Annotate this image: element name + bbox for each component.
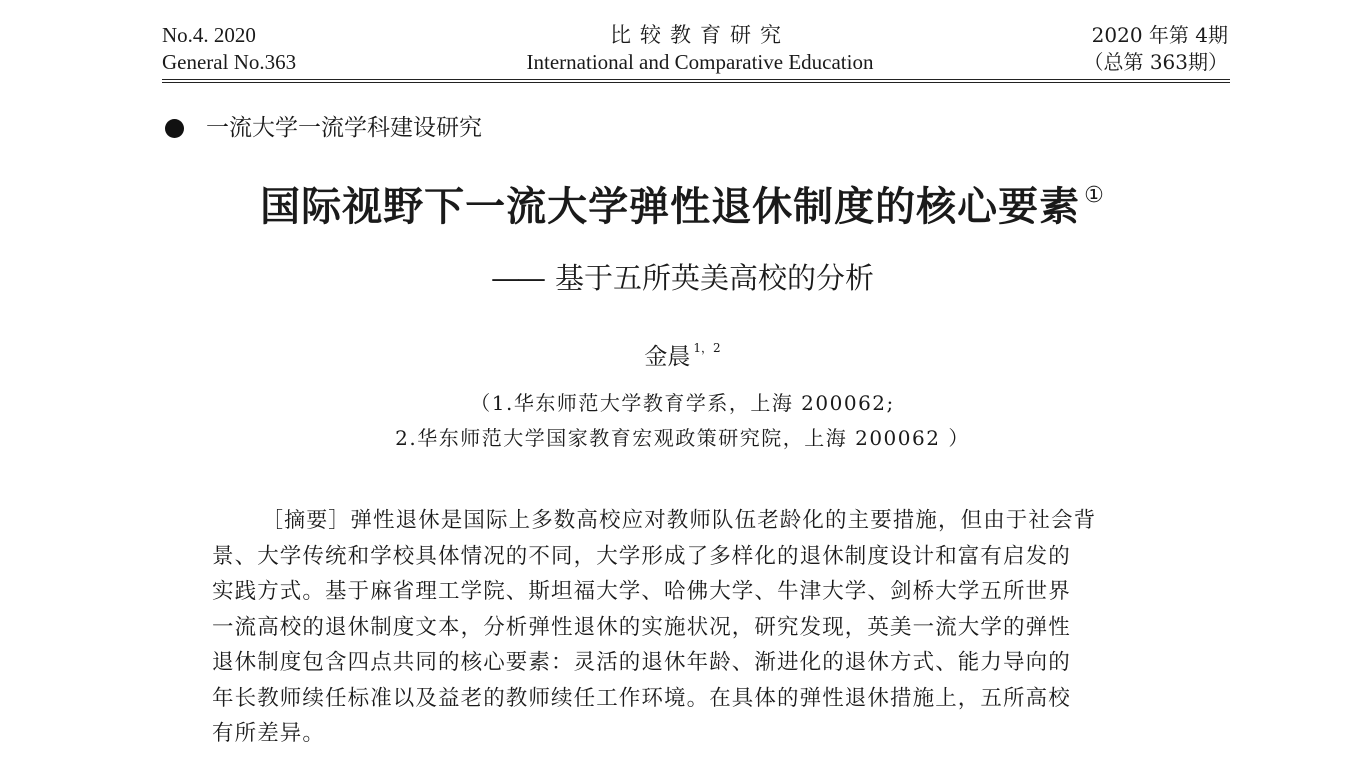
journal-title-chinese: 比较教育研究 <box>610 23 790 47</box>
article-title-text: 国际视野下一流大学弹性退休制度的核心要素 <box>260 184 1081 230</box>
abstract-line: 实践方式。基于麻省理工学院、斯坦福大学、哈佛大学、牛津大学、剑桥大学五所世界 <box>212 579 1071 604</box>
running-header-right <box>1083 22 1228 76</box>
issue-number: No.4. 2020 <box>162 23 256 47</box>
general-issue-number: General No.363 <box>162 50 297 74</box>
affiliation-1: （1.华东师范大学教育学系，上海 200062; <box>470 391 895 415</box>
affiliations <box>100 386 1265 456</box>
running-header-center <box>400 22 1000 76</box>
abstract-line-text: 弹性退休是国际上多数高校应对教师队伍老龄化的主要措施，但由于社会背 <box>350 508 1097 533</box>
bullet-icon <box>165 119 184 138</box>
column-heading <box>165 114 482 142</box>
running-header-left <box>162 22 296 76</box>
abstract-line <box>212 503 1162 539</box>
abstract-line: 年长教师续任标准以及益老的教师续任工作环境。在具体的弹性退休措施上，五所高校 <box>212 685 1071 711</box>
column-name: 一流大学一流学科建设研究 <box>206 115 482 141</box>
author-name: 金晨 <box>644 344 691 370</box>
abstract <box>212 503 1162 752</box>
journal-title-english: International and Comparative Education <box>526 50 874 74</box>
abstract-line: 退休制度包含四点共同的核心要素：灵活的退休年龄、渐进化的退休方式、能力导向的 <box>212 650 1071 675</box>
author-line <box>100 333 1265 372</box>
abstract-line: 有所差异。 <box>212 721 326 746</box>
header-rule <box>162 79 1230 83</box>
affiliation-2: 2.华东师范大学国家教育宏观政策研究院，上海 200062 ） <box>395 426 970 450</box>
abstract-line: 一流高校的退休制度文本，分析弹性退休的实施状况，研究发现，英美一流大学的弹性 <box>212 614 1071 640</box>
subtitle-dash: —— <box>490 261 543 295</box>
article-subtitle <box>100 258 1265 298</box>
title-footnote-marker[interactable]: ① <box>1084 183 1105 208</box>
year-issue: 2020 年第 4期 <box>1091 23 1228 47</box>
abstract-label: ［摘要］ <box>262 508 351 532</box>
article-title <box>100 170 1265 233</box>
abstract-line: 景、大学传统和学校具体情况的不同，大学形成了多样化的退休制度设计和富有启发的 <box>212 543 1071 569</box>
author-affiliation-marks: 1，2 <box>693 341 721 355</box>
total-issue: （总第 363期） <box>1083 50 1228 74</box>
subtitle-text: 基于五所英美高校的分析 <box>554 261 874 295</box>
